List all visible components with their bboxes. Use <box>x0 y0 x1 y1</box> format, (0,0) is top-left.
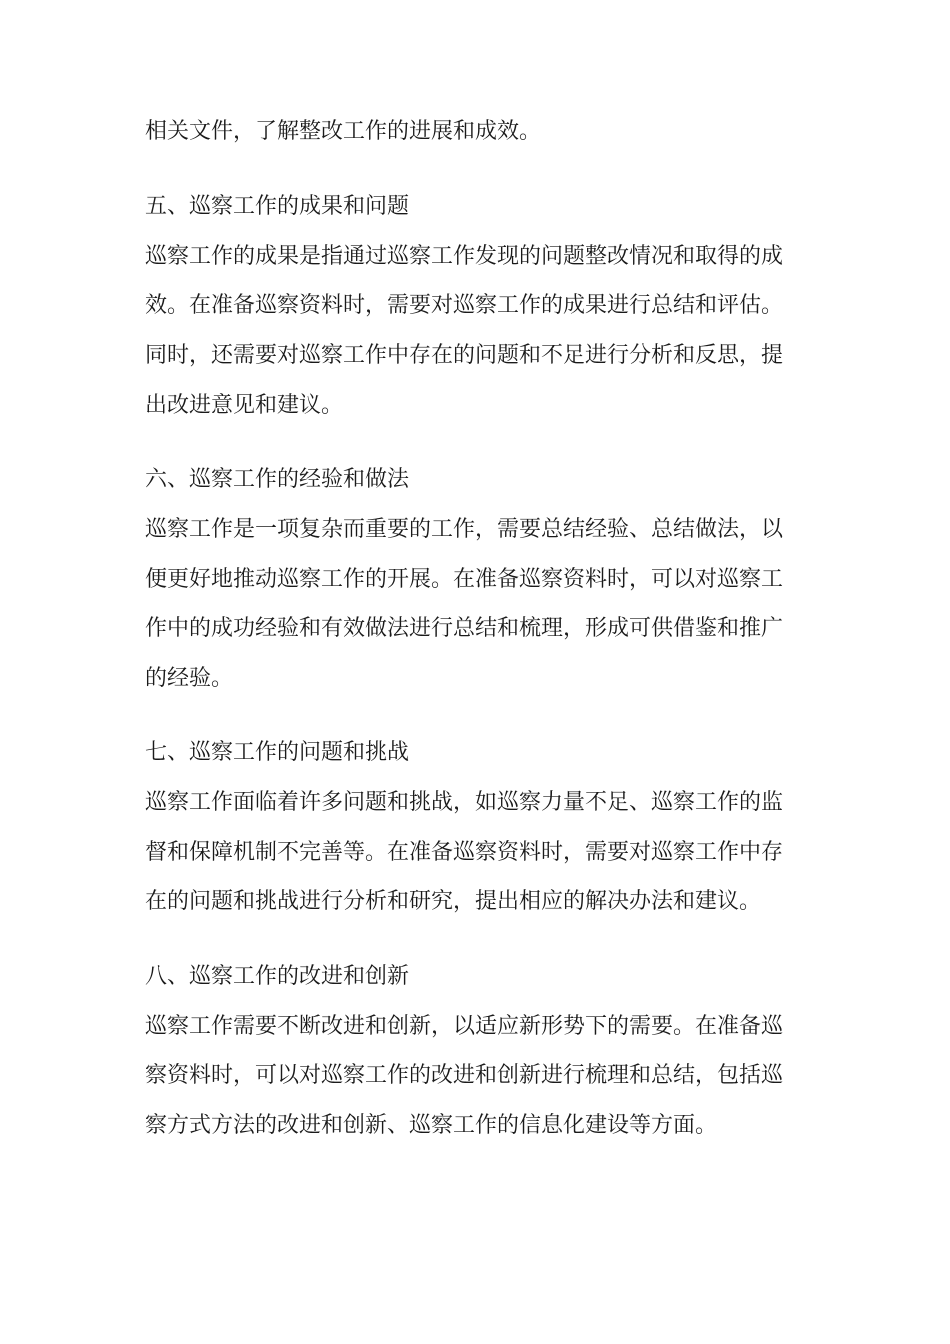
paragraph-line: 便更好地推动巡察工作的开展。在准备巡察资料时，可以对巡察工 <box>145 567 784 592</box>
paragraph-line: 效。在准备巡察资料时，需要对巡察工作的成果进行总结和评估。 <box>145 293 784 318</box>
section-heading: 八、巡察工作的改进和创新 <box>145 964 410 989</box>
paragraph-line: 作中的成功经验和有效做法进行总结和梳理，形成可供借鉴和推广 <box>145 616 784 641</box>
section-heading: 七、巡察工作的问题和挑战 <box>145 740 410 765</box>
paragraph-line: 察方式方法的改进和创新、巡察工作的信息化建设等方面。 <box>145 1113 718 1138</box>
paragraph-line: 察资料时，可以对巡察工作的改进和创新进行梳理和总结，包括巡 <box>145 1063 784 1088</box>
paragraph-line: 出改进意见和建议。 <box>145 393 344 418</box>
paragraph-line: 巡察工作是一项复杂而重要的工作，需要总结经验、总结做法，以 <box>145 517 784 542</box>
section-heading: 六、巡察工作的经验和做法 <box>145 467 410 492</box>
paragraph-line: 巡察工作的成果是指通过巡察工作发现的问题整改情况和取得的成 <box>145 244 784 269</box>
section-heading: 五、巡察工作的成果和问题 <box>145 194 410 219</box>
paragraph-line: 同时，还需要对巡察工作中存在的问题和不足进行分析和反思，提 <box>145 343 784 368</box>
paragraph-line: 督和保障机制不完善等。在准备巡察资料时，需要对巡察工作中存 <box>145 840 784 865</box>
paragraph-line: 巡察工作需要不断改进和创新，以适应新形势下的需要。在准备巡 <box>145 1014 784 1039</box>
paragraph-line: 巡察工作面临着许多问题和挑战，如巡察力量不足、巡察工作的监 <box>145 790 784 815</box>
paragraph-line: 相关文件，了解整改工作的进展和成效。 <box>145 119 542 144</box>
paragraph-line: 的经验。 <box>145 666 234 691</box>
paragraph-line: 在的问题和挑战进行分析和研究，提出相应的解决办法和建议。 <box>145 889 762 914</box>
